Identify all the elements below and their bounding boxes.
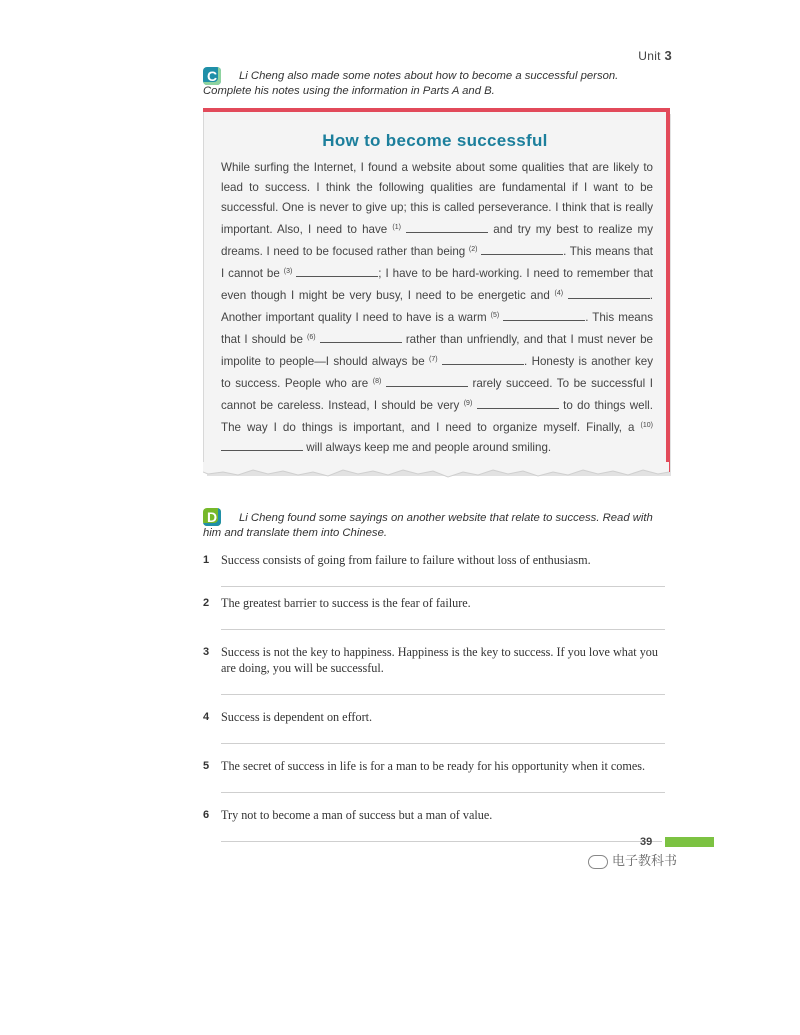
notes-text: While surfing the Internet, I found a website about some qualities that are likely to lead to success. I think the following qualities are fundamental if I want to be successful. One is never to give up; this is called perseverance. I think that is really important. Also, I need to have $^{(1)}$ and try my best to realize my dreams. I need to be focused rather than being $^{(2)}$ . This means that I cannot be $^{(3)}$ ; I have to be hard-working. I need to remember that even though I might be very busy, I need to be energetic and $^{(4)}$ . Another important quality I need to have is a warm $^{(5)}$ . This means that I should be $^{(6)}$ rather than unfriendly, and that I must never be impolite to people—I should always be $^{(7)}$ . Honesty is another key to success. People who are $^{(8)}$ rarely succeed. To be successful I cannot be careless. Instead, I should be very $^{(9)}$ to do things well. The way I do things is important, and I need to organize myself. Finally, a $^{(10)}$ will always keep me and people around smiling.: [221, 161, 654, 454]
notebook-right-edge: [666, 108, 670, 472]
blank-number: (5): [490, 312, 500, 319]
section-c-icon: C: [203, 67, 221, 85]
blank-number: (4): [554, 290, 564, 297]
item-text: The secret of success in life is for a man to be ready for his opportunity when it comes.: [221, 759, 646, 773]
unit-label: Unit 3: [638, 48, 672, 63]
blank-number: (2): [468, 246, 478, 253]
blank-10[interactable]: [221, 438, 303, 451]
blank-number: (8): [372, 378, 382, 385]
blank-6[interactable]: [320, 330, 402, 343]
item-number: 2: [203, 597, 210, 609]
page-number-bar: [662, 837, 714, 847]
answer-line[interactable]: [221, 743, 665, 744]
blank-number: (3): [283, 268, 293, 275]
blank-number: (1): [392, 224, 401, 231]
notebook-box: [203, 112, 666, 468]
section-d-instruction: Li Cheng found some sayings on another website that relate to success. Read with him and translate them into Chinese.: [203, 512, 653, 539]
answer-line[interactable]: [221, 694, 665, 695]
blank-1[interactable]: [406, 220, 488, 233]
blank-2[interactable]: [481, 242, 563, 255]
section-d-icon: D: [203, 508, 221, 526]
page-number: 39: [640, 836, 653, 848]
list-item: [203, 709, 665, 744]
blank-number: (7): [429, 356, 438, 363]
list-item: [203, 595, 665, 630]
blank-number: (6): [307, 334, 316, 341]
item-text: Success is not the key to happiness. Happiness is the key to success. If you love what you are doing, you will be successful.: [221, 645, 658, 675]
item-number: 6: [203, 809, 210, 821]
unit-number: 3: [664, 48, 672, 63]
watermark-text: 电子教科书: [612, 854, 678, 869]
item-text: Success consists of going from failure to failure without loss of enthusiasm.: [221, 553, 591, 567]
sayings-list: [203, 552, 665, 842]
list-item: [203, 758, 665, 793]
blank-number: (10): [640, 422, 653, 429]
item-number: 5: [203, 760, 210, 772]
blank-3[interactable]: [296, 264, 378, 277]
blank-9[interactable]: [477, 396, 559, 409]
item-number: 4: [203, 711, 210, 723]
torn-paper-edge: [203, 462, 669, 480]
item-number: 3: [203, 646, 210, 658]
answer-line[interactable]: [221, 841, 665, 842]
list-item: [203, 807, 665, 842]
blank-5[interactable]: [503, 308, 585, 321]
list-item: [203, 552, 665, 587]
notes-title: How to become successful: [322, 131, 548, 150]
blank-8[interactable]: [386, 374, 468, 387]
list-item: [203, 644, 665, 695]
answer-line[interactable]: [221, 586, 665, 587]
wechat-icon: [588, 855, 608, 869]
answer-line[interactable]: [221, 629, 665, 630]
blank-number: (9): [463, 400, 473, 407]
blank-4[interactable]: [568, 286, 650, 299]
blank-7[interactable]: [442, 352, 524, 365]
answer-line[interactable]: [221, 792, 665, 793]
item-text: Try not to become a man of success but a man of value.: [221, 808, 493, 822]
item-text: The greatest barrier to success is the fear of failure.: [221, 596, 471, 610]
item-text: Success is dependent on effort.: [221, 710, 373, 724]
watermark: [588, 850, 677, 869]
item-number: 1: [203, 554, 210, 566]
section-c-instruction: Li Cheng also made some notes about how to become a successful person. Complete his notes using the information in Parts A and B.: [203, 70, 619, 97]
